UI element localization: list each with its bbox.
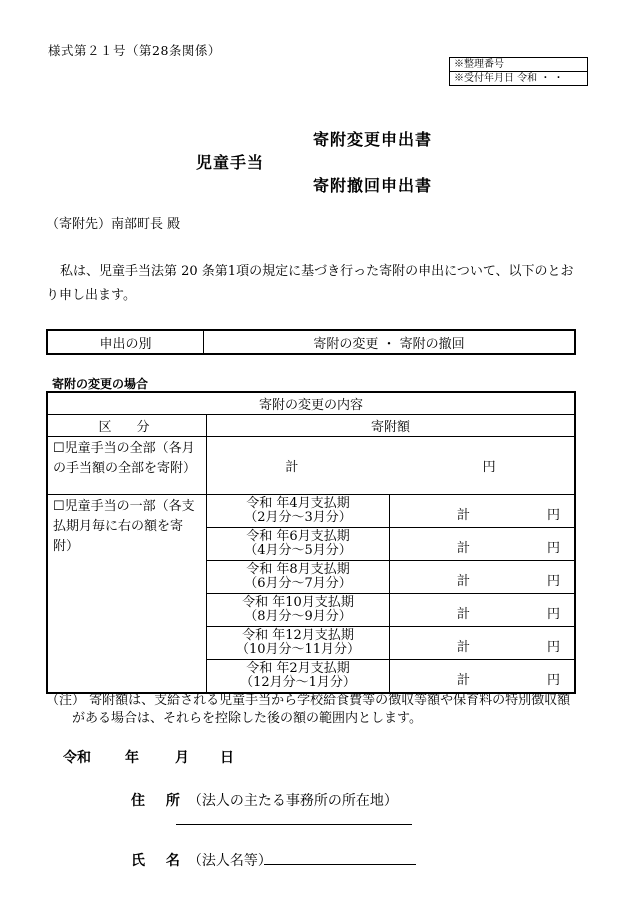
amount-cell[interactable] bbox=[390, 528, 576, 561]
period-cell bbox=[207, 627, 390, 660]
table-title: 寄附の変更の内容 bbox=[47, 392, 575, 415]
yen-label: 円 bbox=[546, 574, 560, 589]
period-cell bbox=[207, 660, 390, 694]
section-label: 寄附の変更の場合 bbox=[52, 377, 149, 391]
period-months: （6月分～7月分） bbox=[244, 576, 352, 591]
amount-cell[interactable] bbox=[390, 660, 576, 694]
period-months: （2月分～3月分） bbox=[244, 510, 352, 525]
period-months: （4月分～5月分） bbox=[244, 543, 352, 558]
yen-label: 円 bbox=[546, 673, 560, 688]
period-cell bbox=[207, 528, 390, 561]
reference-number-field: ※整理番号 bbox=[454, 59, 504, 70]
category-header: 区 分 bbox=[47, 415, 207, 437]
note bbox=[46, 692, 591, 728]
address-title: 住 所 bbox=[131, 793, 188, 809]
name-title: 氏 名 bbox=[131, 853, 188, 869]
title-main: 児童手当 bbox=[196, 153, 265, 172]
addressee: （寄附先）南部町長 殿 bbox=[46, 217, 181, 232]
period-months: （12月分～1月分） bbox=[240, 675, 356, 690]
yen-label: 円 bbox=[482, 460, 496, 475]
amount-cell[interactable] bbox=[390, 561, 576, 594]
period-label: 令和 年12月支払期 bbox=[242, 628, 354, 643]
request-type-label: 申出の別 bbox=[47, 330, 204, 354]
total-label: 計 bbox=[457, 673, 471, 688]
period-label: 令和 年2月支払期 bbox=[246, 661, 350, 676]
donation-change-table bbox=[46, 391, 576, 694]
yen-label: 円 bbox=[546, 508, 560, 523]
option-part-checkbox[interactable]: ☐児童手当の一部（各支払期月毎に右の額を寄附） bbox=[47, 495, 207, 694]
period-cell bbox=[207, 495, 390, 528]
amount-all-cell[interactable] bbox=[207, 437, 576, 495]
date-era: 令和 bbox=[63, 750, 91, 766]
address-label bbox=[131, 790, 398, 810]
received-date-field: ※受付年月日 令和 ・ ・ bbox=[450, 71, 587, 85]
total-label: 計 bbox=[457, 607, 471, 622]
period-label: 令和 年10月支払期 bbox=[242, 595, 354, 610]
period-label: 令和 年8月支払期 bbox=[246, 562, 350, 577]
total-label: 計 bbox=[457, 640, 471, 655]
note-line-2: がある場合は、それらを控除した後の額の範囲内とします。 bbox=[72, 711, 422, 726]
period-label: 令和 年6月支払期 bbox=[246, 529, 350, 544]
yen-label: 円 bbox=[546, 541, 560, 556]
option-all-checkbox[interactable]: ☐児童手当の全部（各月の手当額の全部を寄附） bbox=[47, 437, 207, 495]
period-months: （10月分～11月分） bbox=[235, 642, 361, 657]
request-type-table bbox=[46, 329, 576, 355]
address-input-line[interactable] bbox=[176, 824, 412, 825]
address-note: （法人の主たる事務所の所在地） bbox=[187, 793, 398, 809]
period-cell bbox=[207, 561, 390, 594]
amount-header: 寄附額 bbox=[207, 415, 576, 437]
total-label: 計 bbox=[457, 574, 471, 589]
date-day[interactable]: 日 bbox=[220, 750, 234, 766]
date-year[interactable]: 年 bbox=[125, 750, 139, 766]
note-line-1: （注） 寄附額は、支給される児童手当から学校給食費等の徴収等額や保育料の特別徴収額 bbox=[46, 693, 571, 708]
body-text: 私は、児童手当法第 20 条第1項の規定に基づき行った寄附の申出について、以下のとおり申し出ます。 bbox=[46, 264, 574, 303]
yen-label: 円 bbox=[546, 640, 560, 655]
receipt-box bbox=[449, 57, 588, 86]
form-number: 様式第２１号（第28条関係） bbox=[48, 43, 221, 58]
title-revoke: 寄附撤回申出書 bbox=[313, 176, 433, 195]
request-type-options[interactable]: 寄附の変更 ・ 寄附の撤回 bbox=[313, 336, 465, 352]
period-months: （8月分～9月分） bbox=[244, 609, 352, 624]
total-label: 計 bbox=[457, 541, 471, 556]
title-change: 寄附変更申出書 bbox=[313, 130, 433, 149]
name-input-line[interactable] bbox=[264, 864, 416, 865]
name-label bbox=[131, 850, 272, 870]
amount-cell[interactable] bbox=[390, 627, 576, 660]
total-label: 計 bbox=[457, 508, 471, 523]
period-cell bbox=[207, 594, 390, 627]
total-label: 計 bbox=[285, 460, 299, 475]
period-label: 令和 年4月支払期 bbox=[246, 496, 350, 511]
amount-cell[interactable] bbox=[390, 495, 576, 528]
amount-cell[interactable] bbox=[390, 594, 576, 627]
date-month[interactable]: 月 bbox=[175, 750, 189, 766]
yen-label: 円 bbox=[546, 607, 560, 622]
name-note: （法人名等） bbox=[187, 853, 272, 869]
